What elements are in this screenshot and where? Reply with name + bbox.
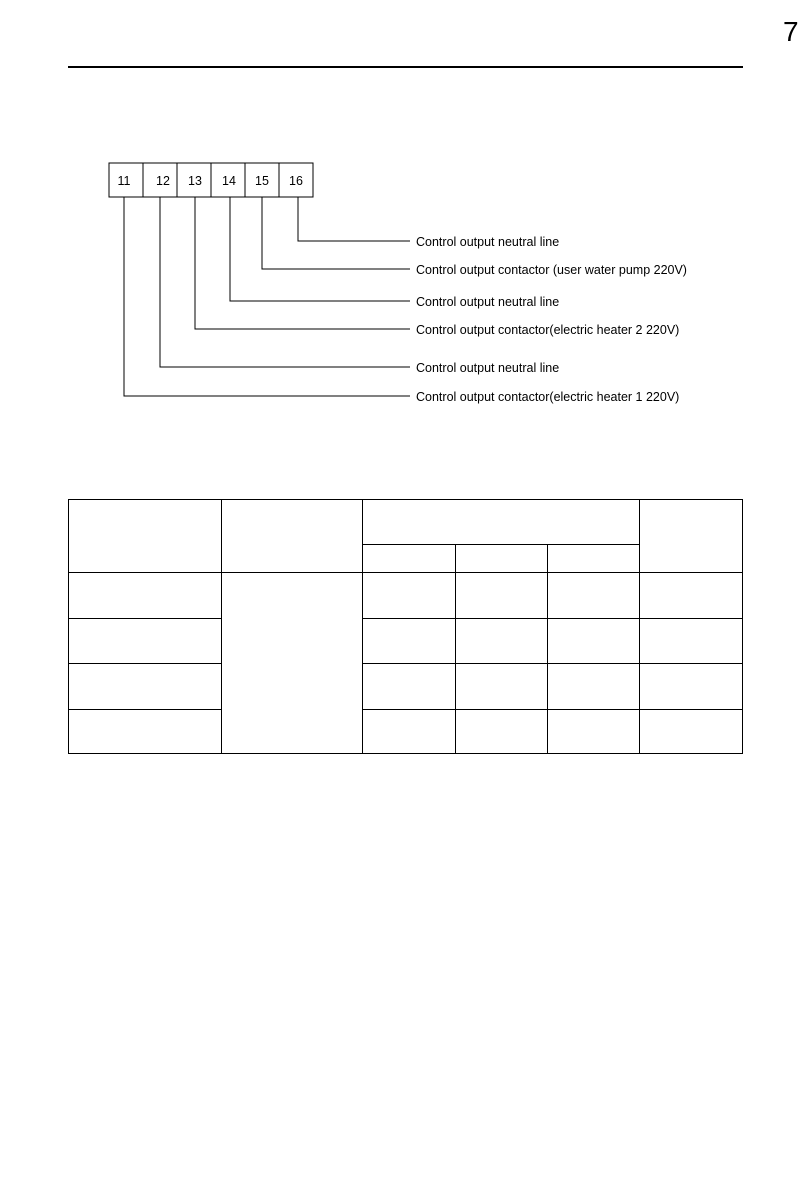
page-number: 7 xyxy=(783,16,799,47)
table-cell xyxy=(640,619,743,664)
table-cell xyxy=(363,573,456,619)
table-row xyxy=(69,664,743,710)
table-subheader-cell xyxy=(456,545,548,573)
leader-line-13 xyxy=(195,197,410,329)
terminal-label: Control output contactor(electric heater 2 220V) xyxy=(416,323,680,337)
table-cell xyxy=(69,664,222,710)
table-row xyxy=(69,573,743,619)
table-cell xyxy=(548,573,640,619)
table-cell xyxy=(363,619,456,664)
leader-line-11 xyxy=(124,197,410,396)
table-cell xyxy=(548,710,640,754)
table-cell xyxy=(363,664,456,710)
terminal-wiring-diagram xyxy=(0,0,811,440)
table-header-cell xyxy=(363,500,640,545)
terminal-label: Control output neutral line xyxy=(416,361,560,375)
table-subheader-cell xyxy=(363,545,456,573)
leader-line-12 xyxy=(160,197,410,367)
table-cell xyxy=(640,710,743,754)
table-cell xyxy=(640,573,743,619)
table-subheader-cell xyxy=(548,545,640,573)
terminal-number: 12 xyxy=(156,174,170,188)
table-cell xyxy=(69,573,222,619)
terminal-number: 15 xyxy=(255,174,269,188)
terminal-number: 13 xyxy=(188,174,202,188)
table-cell xyxy=(456,710,548,754)
table-cell xyxy=(548,619,640,664)
table-cell xyxy=(69,710,222,754)
leader-line-14 xyxy=(230,197,410,301)
wiring-table xyxy=(68,499,743,754)
leader-line-15 xyxy=(262,197,410,269)
terminal-number: 16 xyxy=(289,174,303,188)
leader-line-16 xyxy=(298,197,410,241)
terminal-label: Control output neutral line xyxy=(416,235,560,249)
terminal-number: 14 xyxy=(222,174,236,188)
table-cell xyxy=(456,664,548,710)
terminal-label: Control output neutral line xyxy=(416,295,560,309)
terminal-label: Control output contactor (user water pump 220V) xyxy=(416,263,687,277)
table-cell xyxy=(456,619,548,664)
table-row xyxy=(69,710,743,754)
table-header-cell xyxy=(640,500,743,573)
table-cell xyxy=(222,573,363,754)
table-cell xyxy=(640,664,743,710)
table-header-cell xyxy=(69,500,222,573)
table-cell xyxy=(363,710,456,754)
terminal-number: 11 xyxy=(117,174,131,188)
table-cell xyxy=(456,573,548,619)
table-header-cell xyxy=(222,500,363,573)
terminal-label: Control output contactor(electric heater 1 220V) xyxy=(416,390,680,404)
table-cell xyxy=(69,619,222,664)
table-cell xyxy=(548,664,640,710)
table-row xyxy=(69,619,743,664)
